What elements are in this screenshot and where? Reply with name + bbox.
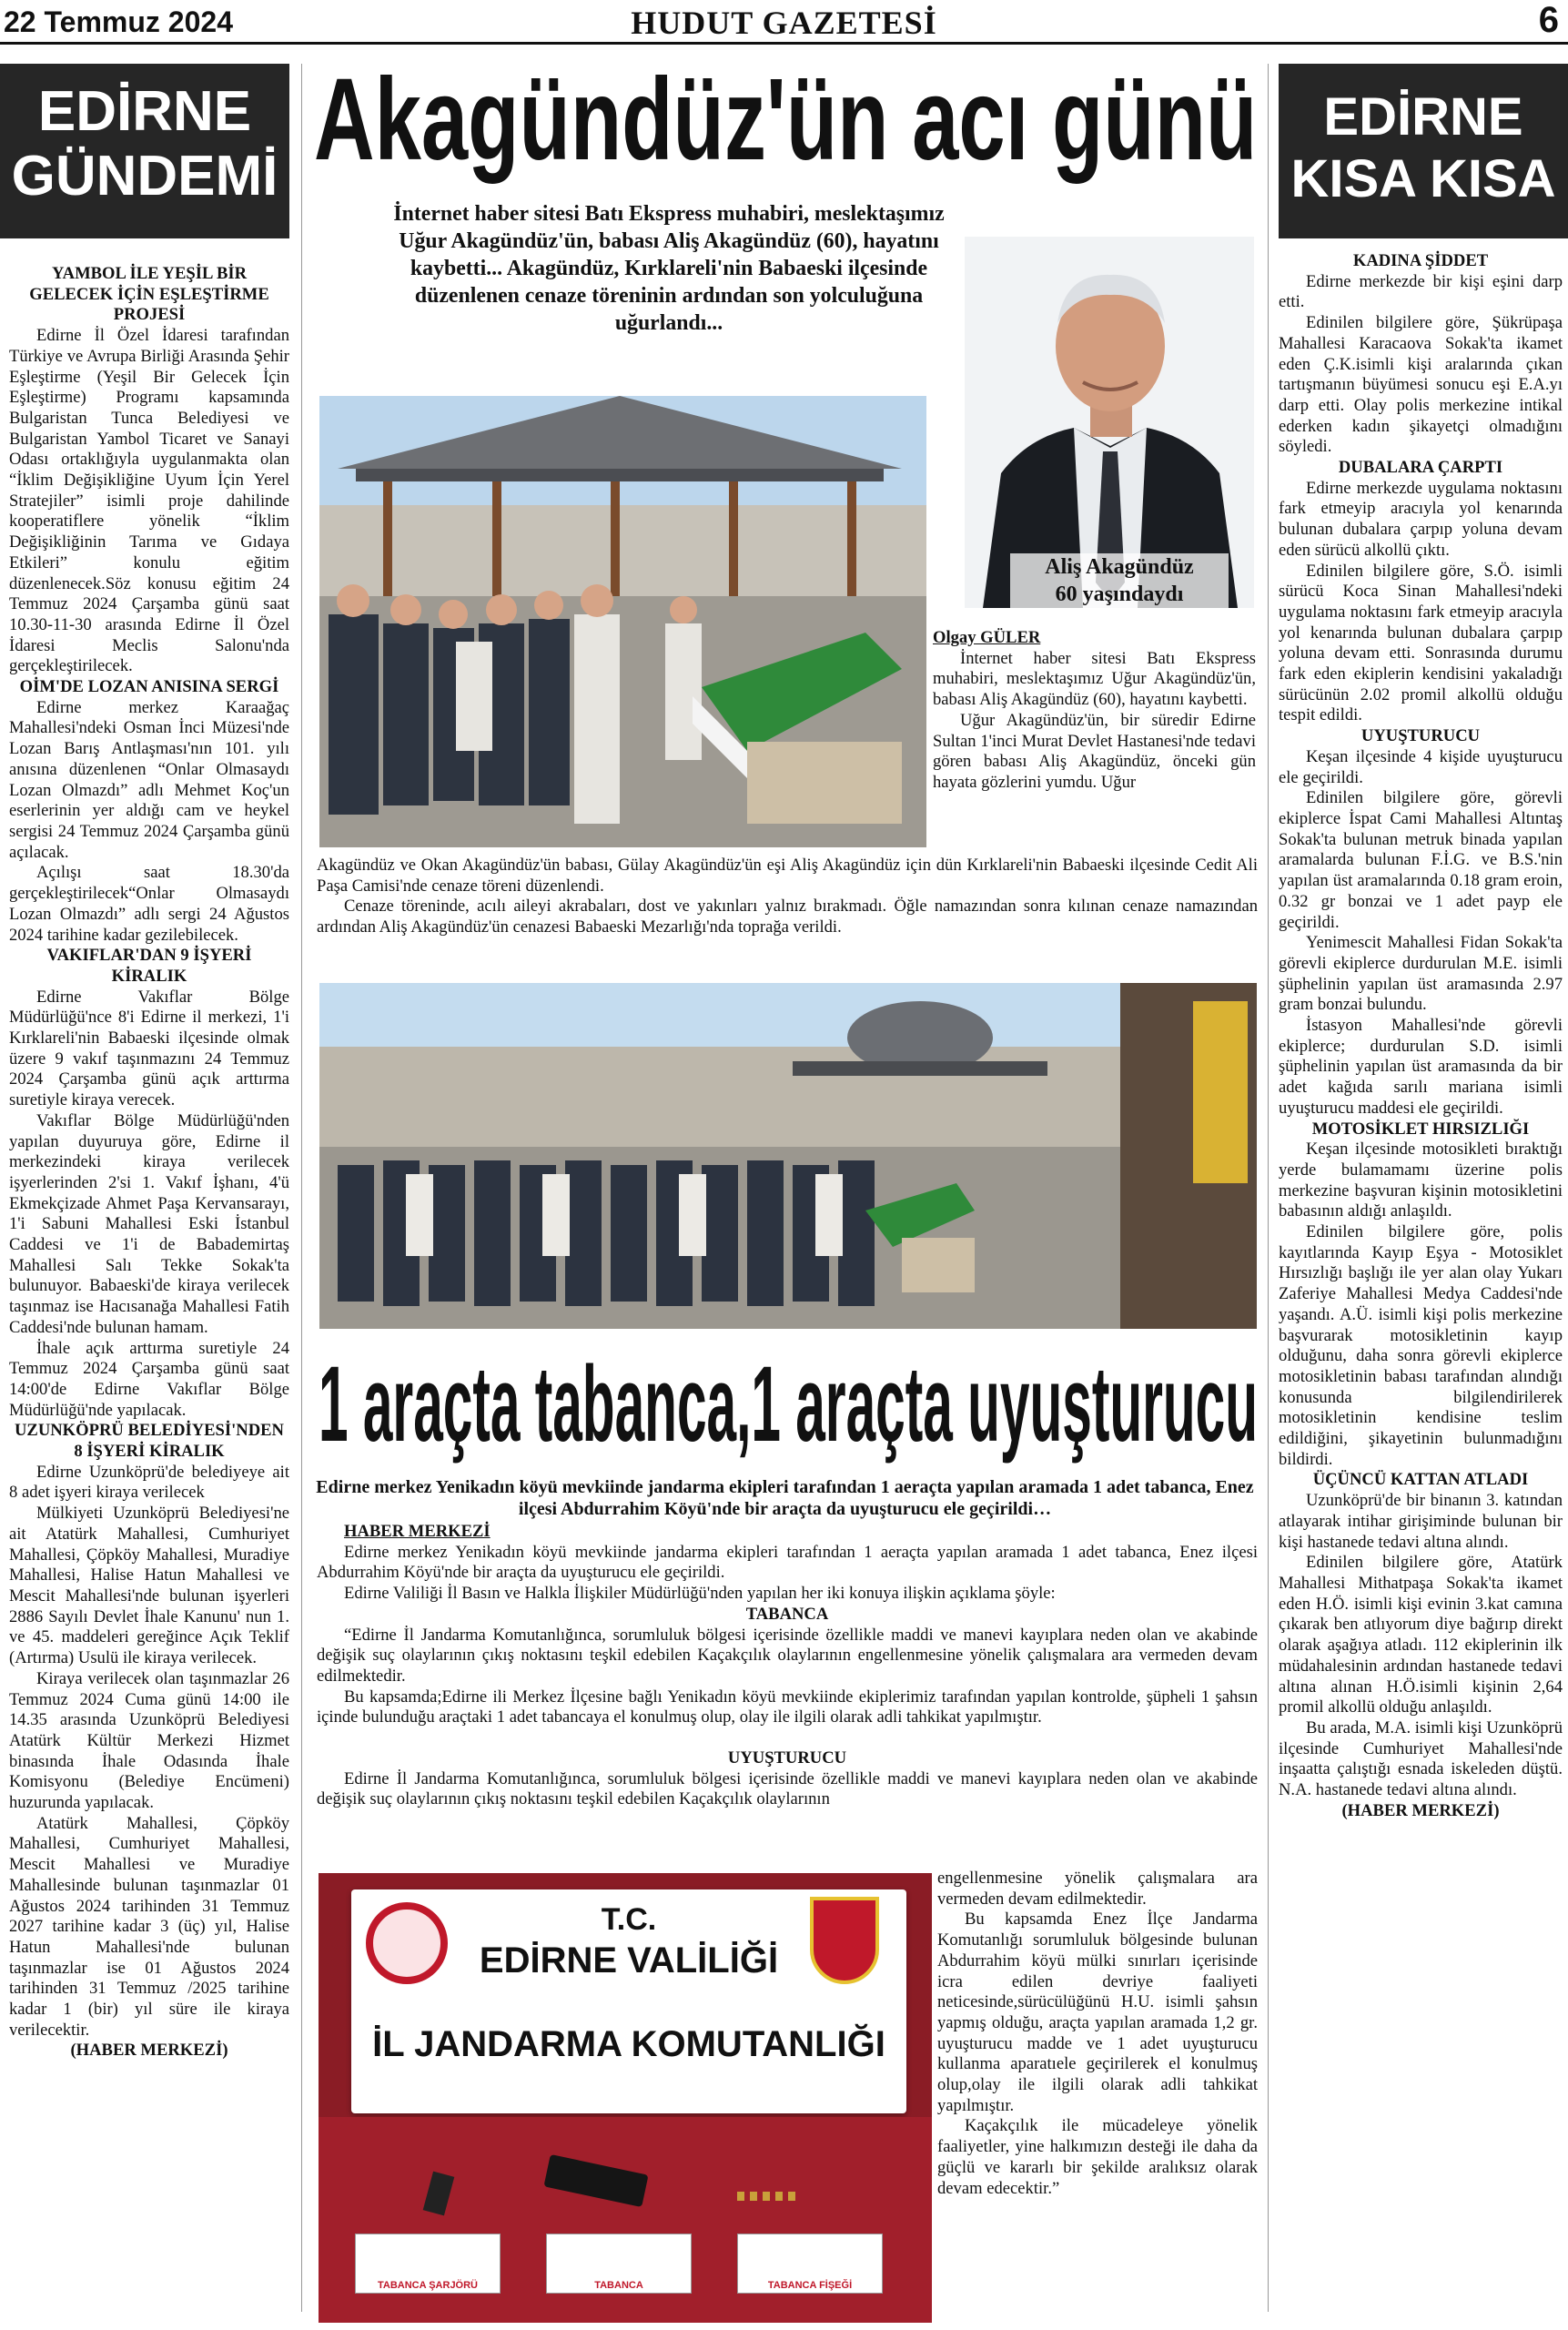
caption-age: 60 yaşındaydı bbox=[1055, 582, 1184, 606]
article-title: ÜÇÜNCÜ KATTAN ATLADI bbox=[1312, 1470, 1529, 1490]
article-paragraph: Edirne İl Özel İdaresi tarafından Türkiye ve Avrupa Birliği Arasında Şehir Eşleştirme (Yeşil Bir Gelecek İçin Eşleştirme) Programı kapsamında Bulgaristan Tunca Belediyesi ve Bulgaristan Yambol Ticaret ve Sanayi Odası ortaklığıyla uygulanmakta olan “İklim Değişikliğine Uyum İçin Yerel Stratejiler” isimli proje dahilinde kooperatiflere yönelik “İklim Değişikliğinin Tarıma ve Gıdaya Etkileri” konulu eğitim düzenlenecek.Söz konusu eğitim 24 Temmuz 2024 Çarşamba günü saat 10.30-11-30 arasında Edirne İl Özel İdaresi Meclis Salonu'nda gerçekleştirilecek. bbox=[9, 326, 289, 676]
article-2-body-narrow bbox=[937, 1869, 1258, 2199]
right-column bbox=[1279, 251, 1563, 1821]
tag-label: TABANCA FİŞEĞİ bbox=[767, 2280, 853, 2291]
funeral-scene-illustration bbox=[319, 396, 926, 847]
article-paragraph: Yenimescit Mahallesi Fidan Sokak'ta görevli ekiplerce durdurulan M.E. isimli şüphelinin yapılan üst aramasında 2.97 gram bonzai bulundu. bbox=[1279, 933, 1563, 1015]
box-title-line-1: EDİRNE bbox=[1323, 87, 1523, 147]
funeral-photo-2 bbox=[319, 983, 1257, 1329]
article-1-body-wide bbox=[317, 856, 1258, 938]
evidence-tag bbox=[546, 2234, 692, 2294]
header-rule bbox=[0, 42, 1568, 45]
article-paragraph: Kaçakçılık ile mücadeleye yönelik faaliyetler, yine halkımızın desteği ile daha da güçlü ve kararlı bir şekilde aralıksız olarak devam edecektir.” bbox=[937, 2116, 1258, 2198]
tag-label: TABANCA bbox=[594, 2280, 643, 2291]
jandarma-photo bbox=[319, 1873, 932, 2323]
byline: Olgay GÜLER bbox=[933, 628, 1041, 647]
column-divider bbox=[1268, 64, 1269, 2312]
article-paragraph: İnternet haber sitesi Batı Ekspress muhabiri, meslektaşımız Uğur Akagündüz'ün, babası Aliş Akagündüz (60), hayatını kaybetti. bbox=[933, 648, 1256, 710]
article-paragraph: Edirne Uzunköprü'de belediyeye ait 8 adet işyeri kiraya verilecek bbox=[9, 1462, 289, 1503]
article-paragraph: Edinilen bilgilere göre, S.Ö. isimli sürücü Koca Sinan Mahallesi'ndeki uygulama noktasını fark etmeyip aracıyla yol kenarında bulunan dubalara çarpıp yoluna devam etti. Sonrasında durumu fark eden ekiplerin kendisini yakaladığı sürücünün 2.02 promil alkollü olduğu tespit edildi. bbox=[1279, 561, 1563, 725]
article-1-body-narrow bbox=[933, 628, 1256, 794]
article-paragraph: İhale açık arttırma suretiyle 24 Temmuz 2024 Çarşamba günü saat 14:00'de Edirne Vakıflar Bölge Müdürlüğü'nde yapılacak. bbox=[9, 1338, 289, 1420]
article-paragraph: Bu kapsamda Enez İlçe Jandarma Komutanlığı sorumluluk bölgesinde bulunan Abdurrahim köyü mülki sınırları içerisinde icra edilen devriye faaliyeti neticesinde,sürücülüğünü H.U. isimli şahsın yapmış olduğu, araçta yapılan aramada 1,2 gr. uyuşturucu madde ve 1 adet uyuşturucu kullanma aparatıele geçirilerek el konulmuş olup,olay ile ilgili olarak adli tahkikat yapılmıştır. bbox=[937, 1910, 1258, 2115]
box-title-line-1: EDİRNE bbox=[37, 80, 252, 143]
headline-2: 1 araçta tabanca,1 araçta uyuşturucu bbox=[319, 1344, 1258, 1464]
article-paragraph: Keşan ilçesinde motosikleti bıraktığı yerde bulamamamı üzerine polis merkezine başvuran kişinin motosikletini babasının aldığı anlaşıldı. bbox=[1279, 1140, 1563, 1221]
sign-line-2: EDİRNE VALİLİĞİ bbox=[479, 1940, 779, 1980]
article-paragraph: Edirne merkezde bir kişi eşini darp etti. bbox=[1279, 271, 1563, 312]
box-title-line-2: GÜNDEMİ bbox=[11, 145, 278, 208]
article-paragraph: Edirne merkezde uygulama noktasını fark etmeyip aracıyla yol kenarında bulunan dubalara çarpıp yoluna devam eden sürücü alkollü çıktı. bbox=[1279, 478, 1563, 560]
article-paragraph: Edirne merkez Karaağaç Mahallesi'ndeki Osman İnci Müzesi'nde Lozan Barış Antlaşması'nın 101. yılı anısına düzenlenen “Onlar Olmasaydı Lozan Olmazdı” adlı Mehmet Koç'un eserlerinin yer aldığı cam ve heykel sergisi 24 Temmuz 2024 Çarşamba günü açılacak. bbox=[9, 697, 289, 862]
signature: (HABER MERKEZİ) bbox=[1341, 1800, 1500, 1820]
article-paragraph: Mülkiyeti Uzunköprü Belediyesi'ne ait Atatürk Mahallesi, Cumhuriyet Mahallesi, Çöpköy Mahallesi, Muradiye Mahallesi, Halise Hatun Mahallesi ve Mescit Mahallesi'nde bulunan işyerleri 2886 Sayılı Devlet İhale Kanunu' nun 1. ve 45. maddeleri gereğince Açık Teklif (Artırma) Usulü ile kiraya verilecek. bbox=[9, 1504, 289, 1668]
article-paragraph: Edirne Valiliği İl Basın ve Halkla İlişkiler Müdürlüğü'nden yapılan her iki konuya ilişkin açıklama şöyle: bbox=[344, 1584, 1056, 1604]
paper-name: HUDUT GAZETESİ bbox=[631, 5, 937, 41]
edirne-kisa-kisa-box bbox=[1279, 64, 1568, 238]
article-paragraph: engellenmesine yönelik çalışmalara ara vermeden devam edilmektedir. bbox=[937, 1869, 1258, 1909]
article-paragraph: Bu arada, M.A. isimli kişi Uzunköprü ilçesinde Cumhuriyet Mahallesi'nde inşaatta çalıştığı esnada iskeleden düştü. N.A. hastanede tedavi altına alındı. bbox=[1279, 1717, 1563, 1800]
portrait-photo bbox=[965, 237, 1254, 608]
edirne-gundemi-box bbox=[0, 64, 289, 238]
headline-1: Akagündüz'ün acı günü bbox=[314, 56, 1257, 184]
column-divider bbox=[301, 64, 302, 2312]
headline-1-wrap bbox=[314, 56, 1257, 184]
byline: HABER MERKEZİ bbox=[344, 1522, 491, 1541]
headline-2-wrap bbox=[319, 1336, 1258, 1473]
article-paragraph: Cenaze töreninde, acılı aileyi akrabaları, dost ve yakınları yalnız bırakmadı. Öğle namazından sonra kılınan cenaze namazından ardından Aliş Akagündüz'ün cenazesi Babaeski Mezarlığı'nda toprağa verildi. bbox=[317, 897, 1258, 937]
article-title: KADINA ŞİDDET bbox=[1352, 251, 1489, 270]
article-title: UYUŞTURUCU bbox=[1361, 726, 1481, 746]
article-paragraph: Açılışı saat 18.30'da gerçekleştirilecek“Onlar Olmasaydı Lozan Olmazdı” adlı sergi 24 Ağustos 2024 tarihine kadar gezilebilecek. bbox=[9, 863, 289, 945]
article-paragraph: İstasyon Mahallesi'nde görevli ekiplerce; durdurulan S.D. isimli şüphelinin yapılan üst aramasında da bir adet kağıda sarılı mariana isimli uyuşturucu maddesi ele geçirildi. bbox=[1279, 1016, 1563, 1118]
article-paragraph: Kiraya verilecek olan taşınmazlar 26 Temmuz 2024 Cuma günü 14:00 ile 14.35 arasında Uzunköprü Belediyesi Atatürk Kültür Merkezi Hizmet binasında İhale Odasında İhale Komisyonu (Belediye Encümeni) huzurunda yapılacak. bbox=[9, 1668, 289, 1813]
article-title: YAMBOL İLE YEŞİL BİR GELECEK İÇİN EŞLEŞTİRME PROJESİ bbox=[29, 264, 269, 325]
evidence-tag bbox=[737, 2234, 883, 2294]
page-header bbox=[0, 0, 1568, 47]
article-paragraph: Atatürk Mahallesi, Çöpköy Mahallesi, Cumhuriyet Mahallesi, Mescit Mahallesi ve Muradiye Mahallesinde bulunan taşınmazlar 01 Ağustos 2024 tarihinden 31 Temmuz 2027 tarihine kadar 3 (üç) yıl, Halise Hatun Mahallesi'nde bulunan taşınmazlar ise 01 Ağustos 2024 tarihinden 31 Temmuz /2025 tarihine kadar 1 (bir) yıl süre ile kiraya verilecektir. bbox=[9, 1813, 289, 2040]
article-paragraph: Edirne Vakıflar Bölge Müdürlüğü'nce 8'i Edirne il merkezi, 1'i Kırklareli'nin Babaeski ilçesinde olmak üzere 9 vakıf taşınmazını 24 Temmuz 2024 Çarşamba günü açık arttırma suretiyle kiraya verecek. bbox=[9, 987, 289, 1110]
headline-1-deck: İnternet haber sitesi Batı Ekspress muhabiri, meslektaşımız Uğur Akagündüz'ün, babası Aliş Akagündüz (60), hayatını kaybetti... Akagündüz, Kırklareli'nin Babaeski ilçesinde düzenlenen cenaze töreninin ardından son yolculuğuna uğurlandı... bbox=[393, 202, 945, 335]
jandarma-sign bbox=[351, 1889, 906, 2113]
evidence-tag bbox=[355, 2234, 501, 2294]
article-title: MOTOSİKLET HIRSIZLIĞI bbox=[1311, 1119, 1530, 1139]
signature: (HABER MERKEZİ) bbox=[70, 2041, 228, 2061]
article-paragraph: Akagündüz ve Okan Akagündüz'ün babası, Gülay Akagündüz'ün eşi Aliş Akagündüz için dün Kırklareli'nin Babaeski ilçesinde Cedit Ali Paşa Camisi'nde cenaze töreni düzenlendi. bbox=[317, 856, 1258, 896]
caption-name: Aliş Akagündüz bbox=[1045, 555, 1194, 579]
crowd-scene-illustration bbox=[319, 983, 1257, 1329]
article-title: OİM'DE LOZAN ANISINA SERGİ bbox=[19, 677, 279, 697]
article-title: VAKIFLAR'DAN 9 İŞYERİ KİRALIK bbox=[46, 946, 252, 986]
article-paragraph: Keşan ilçesinde 4 kişide uyuşturucu ele geçirildi. bbox=[1279, 746, 1563, 787]
article-paragraph: Edinilen bilgilere göre, polis kayıtlarında Kayıp Eşya - Motosiklet Hırsızlığı başlığı ile yer alan olay Yukarı Zaferiye Mahallesi Medya Caddesi'nde yaşandı. A.Ü. isimli kişi polis merkezine başvurarak motosikletinin kayıp olduğunu, daha sonra görevli ekiplerce motosikletinin babası tarafından alındığı konusunda bilgilendirilerek motosikletinin kendisine teslim edildiğini, şikayetinin bulunmadığını bildirdi. bbox=[1279, 1222, 1563, 1469]
issue-date: 22 Temmuz 2024 bbox=[4, 5, 233, 38]
funeral-photo-1 bbox=[319, 396, 926, 847]
article-paragraph: Uzunköprü'de bir binanın 3. katından atlayarak intihar girişiminde bulunan bir kişi hastanede tedavi altına alındı. bbox=[1279, 1491, 1563, 1552]
subheading: UYUŞTURUCU bbox=[727, 1748, 847, 1768]
portrait-illustration bbox=[965, 237, 1254, 608]
headline-2-deck: Edirne merkez Yenikadın köyü mevkiinde jandarma ekipleri tarafından 1 aeraçta yapılan aramada 1 adet tabanca, Enez ilçesi Abdurrahim Köyü'nde bir araçta da uyuşturucu ele geçirildi… bbox=[316, 1477, 1254, 1519]
article-paragraph: Edinilen bilgilere göre, Şükrüpaşa Mahallesi Karacaova Sokak'ta ikamet eden Ç.K.isimli kişi aralarında çıkan tartışmanın büyümesi sonucu eşi E.A.yı darp etti. Olay polis merkezine intikal ederken kadın şikayetçi olmadığını söyledi. bbox=[1279, 313, 1563, 457]
article-paragraph: “Edirne İl Jandarma Komutanlığınca, sorumluluk bölgesi içerisinde özellikle maddi ve manevi kayıplara neden olan ve akabinde değişik suç olaylarının çıkış noktasını teşkil edebilen Kaçakçılık olaylarının engellenmesine yönelik çalışmalara ara vermeden devam edilmektedir. bbox=[317, 1625, 1258, 1686]
article-paragraph: Edirne İl Jandarma Komutanlığınca, sorumluluk bölgesi içerisinde özellikle maddi ve manevi kayıplara neden olan ve akabinde değişik suç olaylarının çıkış noktasını teşkil edebilen Kaçakçılık olaylarının bbox=[317, 1768, 1258, 1809]
article-paragraph: Uğur Akagündüz'ün, bir süredir Edirne Sultan 1'inci Murat Devlet Hastanesi'nde tedavi gören babası Aliş Akagündüz, önceki gün hayata gözlerini yumdu. Uğur bbox=[933, 710, 1256, 792]
article-paragraph: Bu kapsamda;Edirne ili Merkez İlçesine bağlı Yenikadın köyü mevkiinde ekiplerimiz tarafından yapılan kontrolde, şüpheli 1 şahsın içinde bulunduğu araçtaki 1 adet tabancaya el konulmuş olup, olay ile ilgili olarak adli tahkikat yapılmıştır. bbox=[317, 1687, 1258, 1727]
sign-line-1: T.C. bbox=[601, 1902, 657, 1937]
tag-label: TABANCA ŞARJÖRÜ bbox=[378, 2280, 478, 2291]
article-paragraph: Edirne merkez Yenikadın köyü mevkiinde jandarma ekipleri tarafından 1 aeraçta yapılan aramada 1 adet tabanca, Enez ilçesi Abdurrahim Köyü'nde bir araçta da uyuşturucu ele geçirildi. bbox=[317, 1542, 1258, 1583]
portrait-caption bbox=[1010, 553, 1229, 608]
article-2-body-wide bbox=[317, 1522, 1258, 1810]
article-paragraph: Edinilen bilgilere göre, Atatürk Mahallesi Mithatpaşa Sokak'ta ikamet eden H.Ö. isimli kişi evinin 3.kat camına çıkarak ben atlıyorum diye bağırıp direkt olarak aşağıya atladı. 112 ekiplerinin ilk müdahalesinin ardından hastanede tedavi altına alınan H.Ö.isimli kişinin 2,64 promil alkollü olduğu anlaşıldı. bbox=[1279, 1553, 1563, 1717]
left-column bbox=[9, 264, 289, 2062]
subheading: TABANCA bbox=[745, 1604, 829, 1624]
sign-line-3: İL JANDARMA KOMUTANLIĞI bbox=[372, 2024, 885, 2064]
box-title-line-2: KISA KISA bbox=[1290, 149, 1556, 208]
article-title: DUBALARA ÇARPTI bbox=[1338, 458, 1503, 478]
page-number: 6 bbox=[1538, 0, 1559, 40]
article-title: UZUNKÖPRÜ BELEDİYESİ'NDEN 8 İŞYERİ KİRALIK bbox=[14, 1421, 284, 1462]
article-paragraph: Edinilen bilgilere göre, görevli ekiplerce İspat Cami Mahallesi Altıntaş Sokak'ta bulunan metruk binada yapılan aramalarda bulunan F.İ.G. ve B.S.'nin yapılan üst aramalarında 0.18 gram eroin, 0.32 gr bonzai ve 1 adet payp ele geçirildi. bbox=[1279, 788, 1563, 932]
cartridges bbox=[737, 2192, 801, 2201]
article-paragraph: Vakıflar Bölge Müdürlüğü'nden yapılan duyuruya göre, Edirne il merkezindeki kiraya verilecek işyerlerinden 2'si 1. Vakıf İşhanı, 4'ü Ekmekçizade Ahmet Paşa Kervansarayı, 1'i Sabuni Mahallesi Eski İstanbul Caddesi ve 1'i de Babademirtaş Mahallesi Salı Tekke Sokak'ta bulunuyor. Babaeski'de kiraya verilecek taşınmaz ise Hacısanağa Mahallesi Fatih Caddesi'nde bulunan hamam. bbox=[9, 1110, 289, 1337]
